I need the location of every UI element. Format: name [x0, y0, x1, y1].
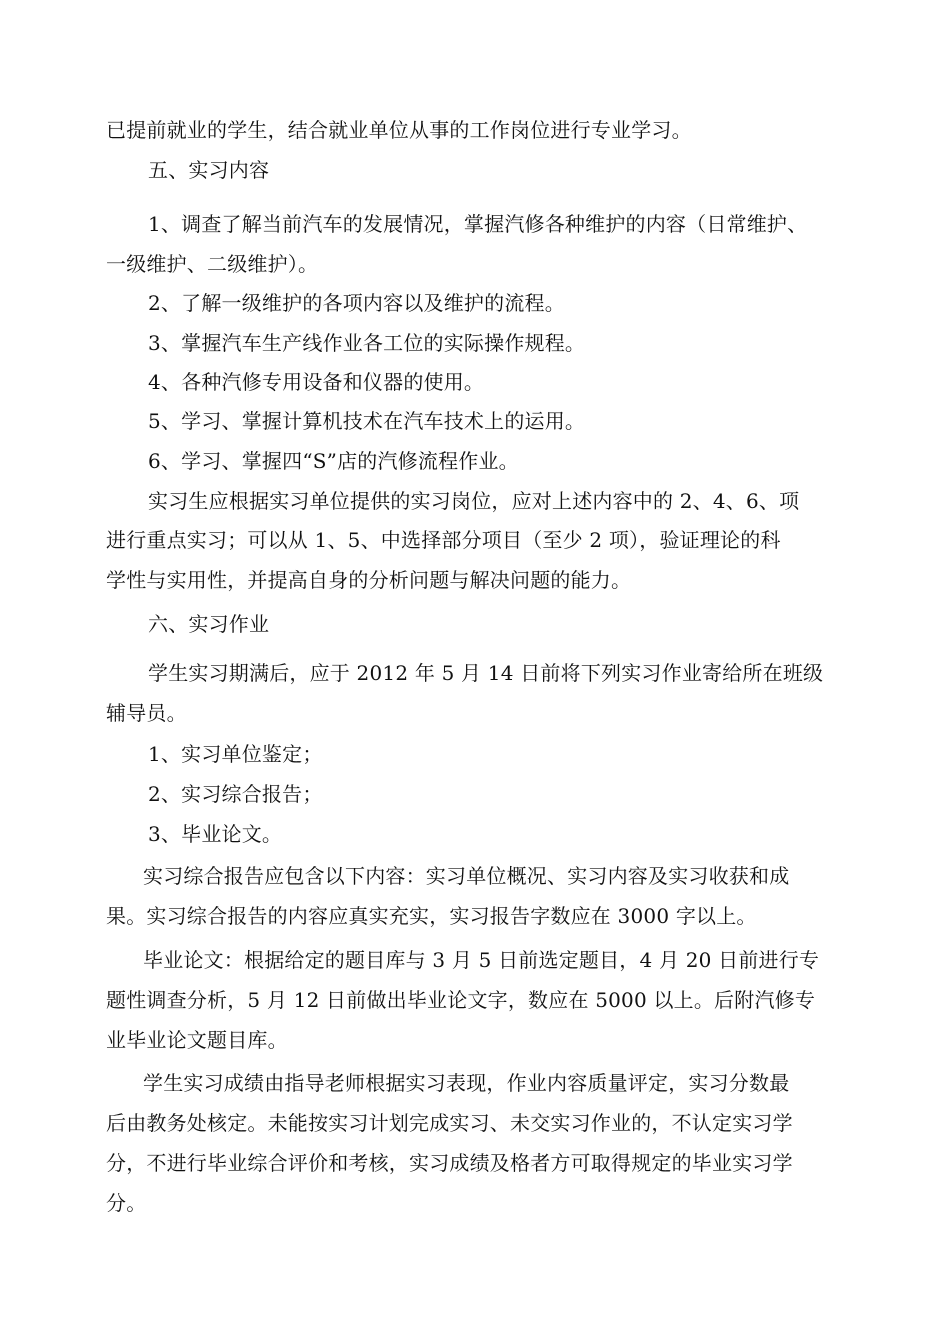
list-item: 1、实习单位鉴定； [148, 742, 323, 766]
list-item-continuation: 一级维护、二级维护）。 [106, 252, 319, 276]
list-item: 6、学习、掌握四“S”店的汽修流程作业。 [148, 449, 519, 473]
section-heading-6: 六、实习作业 [148, 612, 270, 636]
list-item: 4、各种汽修专用设备和仪器的使用。 [148, 370, 485, 394]
paragraph-line: 实习综合报告应包含以下内容：实习单位概况、实习内容及实习收获和成 [143, 864, 790, 888]
list-item: 2、了解一级维护的各项内容以及维护的流程。 [148, 291, 565, 315]
paragraph-line: 实习生应根据实习单位提供的实习岗位，应对上述内容中的 2、4、6、项 [148, 489, 800, 513]
paragraph-line: 辅导员。 [106, 701, 187, 725]
section-heading-5: 五、实习内容 [148, 158, 270, 182]
paragraph-line: 学生实习成绩由指导老师根据实习表现，作业内容质量评定，实习分数最 [143, 1071, 790, 1095]
list-item: 2、实习综合报告； [148, 782, 323, 806]
paragraph-line: 分。 [106, 1191, 147, 1215]
paragraph-line: 已提前就业的学生，结合就业单位从事的工作岗位进行专业学习。 [106, 118, 692, 142]
paragraph-line: 进行重点实习；可以从 1、5、中选择部分项目（至少 2 项），验证理论的科 [106, 528, 781, 552]
paragraph-line: 果。实习综合报告的内容应真实充实，实习报告字数应在 3000 字以上。 [106, 904, 757, 928]
list-item: 3、毕业论文。 [148, 822, 283, 846]
paragraph-line: 学性与实用性，并提高自身的分析问题与解决问题的能力。 [106, 568, 632, 592]
paragraph-line: 学生实习期满后，应于 2012 年 5 月 14 日前将下列实习作业寄给所在班级 [148, 661, 824, 685]
list-item: 5、学习、掌握计算机技术在汽车技术上的运用。 [148, 409, 586, 433]
paragraph-line: 题性调查分析，5 月 12 日前做出毕业论文字，数应在 5000 以上。后附汽修专 [106, 988, 816, 1012]
paragraph-line: 后由教务处核定。未能按实习计划完成实习、未交实习作业的，不认定实习学 [106, 1111, 793, 1135]
paragraph-line: 毕业论文：根据给定的题目库与 3 月 5 日前选定题目，4 月 20 日前进行专 [143, 948, 820, 972]
paragraph-line: 分，不进行毕业综合评价和考核，实习成绩及格者方可取得规定的毕业实习学 [106, 1151, 793, 1175]
list-item: 1、调查了解当前汽车的发展情况，掌握汽修各种维护的内容（日常维护、 [148, 212, 808, 236]
list-item: 3、掌握汽车生产线作业各工位的实际操作规程。 [148, 331, 586, 355]
paragraph-line: 业毕业论文题目库。 [106, 1028, 288, 1052]
